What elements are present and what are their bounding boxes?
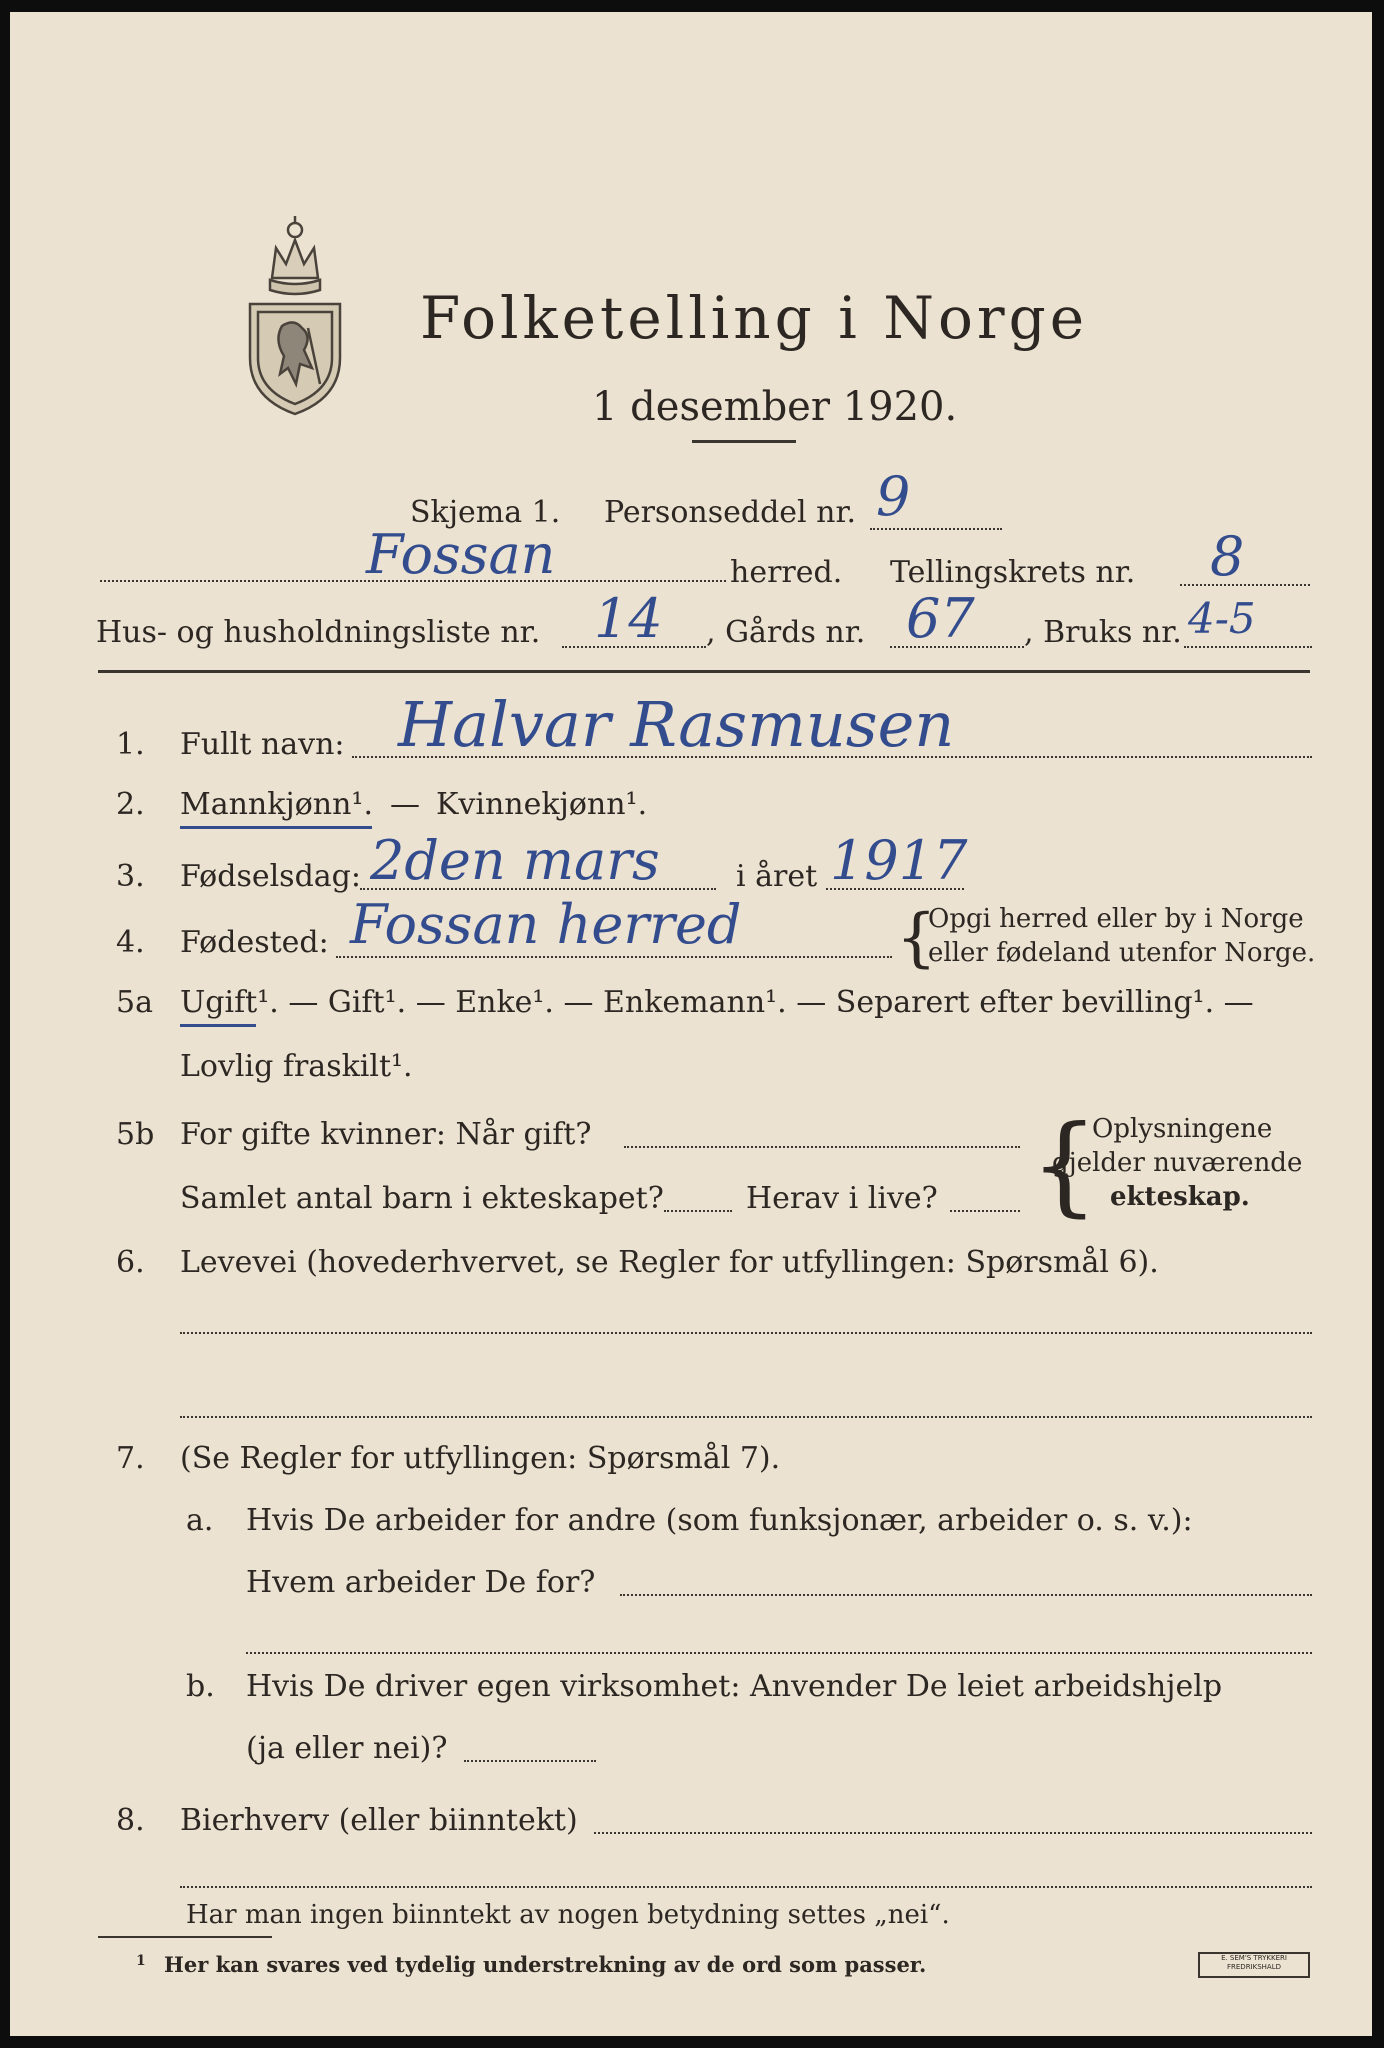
q5b-note-line-3: ekteskap.	[1110, 1182, 1250, 1212]
hus-label: Hus- og husholdningsliste nr.	[96, 615, 541, 650]
footnote-text: Her kan svares ved tydelig understrekning av de ord som passer.	[164, 1952, 927, 1977]
q3-number: 3.	[116, 859, 145, 894]
q3-year-label: i året	[736, 859, 818, 894]
marital-status-options-2[interactable]: Lovlig fraskilt¹.	[180, 1049, 413, 1084]
tellingskrets-field-line[interactable]	[1180, 584, 1310, 586]
side-income-field-line-2[interactable]	[180, 1886, 1312, 1888]
q1-label: Fullt navn:	[180, 727, 345, 762]
q7a-letter: a.	[186, 1503, 214, 1538]
q5b-note-line-1: Oplysningene	[1092, 1114, 1273, 1144]
q1-number: 1.	[116, 727, 145, 762]
gender-female-option[interactable]: Kvinnekjønn¹.	[436, 787, 648, 822]
q5b-line-1: For gifte kvinner: Når gift?	[180, 1117, 592, 1152]
q5b-children-label: Samlet antal barn i ekteskapet?	[180, 1181, 664, 1216]
married-when-field-line[interactable]	[624, 1146, 1020, 1148]
q6-number: 6.	[116, 1245, 145, 1280]
tellingskrets-label: Tellingskrets nr.	[890, 555, 1136, 590]
q4-note-brace: {	[896, 901, 937, 975]
title-rule	[692, 440, 796, 443]
q4-label: Fødested:	[180, 925, 329, 960]
q7a-line-1: Hvis De arbeider for andre (som funksjonær, arbeider o. s. v.):	[246, 1503, 1193, 1538]
side-income-field-line-1[interactable]	[594, 1832, 1312, 1834]
q8-number: 8.	[116, 1803, 145, 1838]
norwegian-coat-of-arms-icon	[242, 208, 348, 418]
q5b-alive-label: Herav i live?	[746, 1181, 938, 1216]
footnote-rule	[98, 1936, 272, 1938]
q6-label: Levevei (hovederhvervet, se Regler for utfyllingen: Spørsmål 6).	[180, 1245, 1159, 1280]
gards-label: , Gårds nr.	[706, 615, 866, 650]
birthday-value: 2den mars	[370, 829, 660, 892]
form-title: Folketelling i Norge	[420, 284, 1089, 352]
bruks-field-line[interactable]	[1184, 646, 1312, 648]
q7b-line-2: (ja eller nei)?	[246, 1731, 448, 1766]
children-count-field-line[interactable]	[664, 1210, 732, 1212]
skjema-label: Skjema 1.	[410, 495, 561, 530]
q4-note-line-2: eller fødeland utenfor Norge.	[928, 938, 1316, 968]
employer-field-line-1[interactable]	[620, 1594, 1312, 1596]
q7b-letter: b.	[186, 1669, 215, 1704]
q5b-number: 5b	[116, 1117, 155, 1152]
tellingskrets-value: 8	[1210, 525, 1245, 588]
personseddel-value: 9	[876, 465, 911, 528]
q5a-number: 5a	[116, 985, 153, 1020]
q5b-note-brace: {	[1030, 1103, 1099, 1228]
occupation-field-line-2[interactable]	[180, 1416, 1312, 1418]
q7a-line-2: Hvem arbeider De for?	[246, 1565, 596, 1600]
herred-label: herred.	[730, 555, 843, 590]
q8-note: Har man ingen biinntekt av nogen betydning settes „nei“.	[186, 1900, 950, 1930]
personseddel-field-line[interactable]	[870, 528, 1002, 530]
q8-label: Bierhverv (eller biinntekt)	[180, 1803, 578, 1838]
q4-note-line-1: Opgi herred eller by i Norge	[928, 904, 1304, 934]
bruks-value: 4-5	[1188, 594, 1256, 643]
section-divider	[98, 670, 1310, 673]
form-subtitle: 1 desember 1920.	[592, 384, 958, 430]
census-form	[10, 12, 1372, 2036]
printer-stamp-line-1: E. SEM'S TRYKKERI	[1221, 1954, 1287, 1962]
hus-value: 14	[594, 587, 663, 650]
bruks-label: , Bruks nr.	[1024, 615, 1182, 650]
gender-male-option[interactable]: Mannkjønn¹.	[180, 787, 373, 822]
employer-field-line-2[interactable]	[246, 1652, 1312, 1654]
q3-label: Fødselsdag:	[180, 859, 361, 894]
q7-number: 7.	[116, 1441, 145, 1476]
q5b-note-line-2: gjelder nuværende	[1052, 1148, 1303, 1178]
children-alive-field-line[interactable]	[950, 1210, 1020, 1212]
q4-number: 4.	[116, 925, 145, 960]
personseddel-label: Personseddel nr.	[604, 495, 857, 530]
footnote-mark: 1	[136, 1953, 146, 1969]
herred-value: Fossan	[366, 523, 556, 586]
birth-year-value: 1917	[830, 829, 968, 892]
gender-male-underline	[180, 826, 372, 829]
birthplace-field-line[interactable]	[336, 956, 892, 958]
full-name-value: Halvar Rasmusen	[398, 688, 955, 761]
q7-label: (Se Regler for utfyllingen: Spørsmål 7).	[180, 1441, 781, 1476]
printer-stamp-line-2: FREDRIKSHALD	[1226, 1963, 1281, 1971]
occupation-field-line-1[interactable]	[180, 1332, 1312, 1334]
marital-status-underline	[180, 1024, 256, 1027]
hired-help-field-line[interactable]	[464, 1760, 596, 1762]
marital-status-options[interactable]: Ugift¹. — Gift¹. — Enke¹. — Enkemann¹. — Separert efter bevilling¹. —	[180, 985, 1254, 1020]
gards-value: 67	[906, 587, 975, 650]
q7b-line-1: Hvis De driver egen virksomhet: Anvender De leiet arbeidshjelp	[246, 1669, 1223, 1704]
printer-stamp	[1198, 1952, 1310, 1978]
q2-number: 2.	[116, 787, 145, 822]
birthplace-value: Fossan herred	[350, 893, 742, 956]
q2-dash: —	[390, 787, 420, 822]
